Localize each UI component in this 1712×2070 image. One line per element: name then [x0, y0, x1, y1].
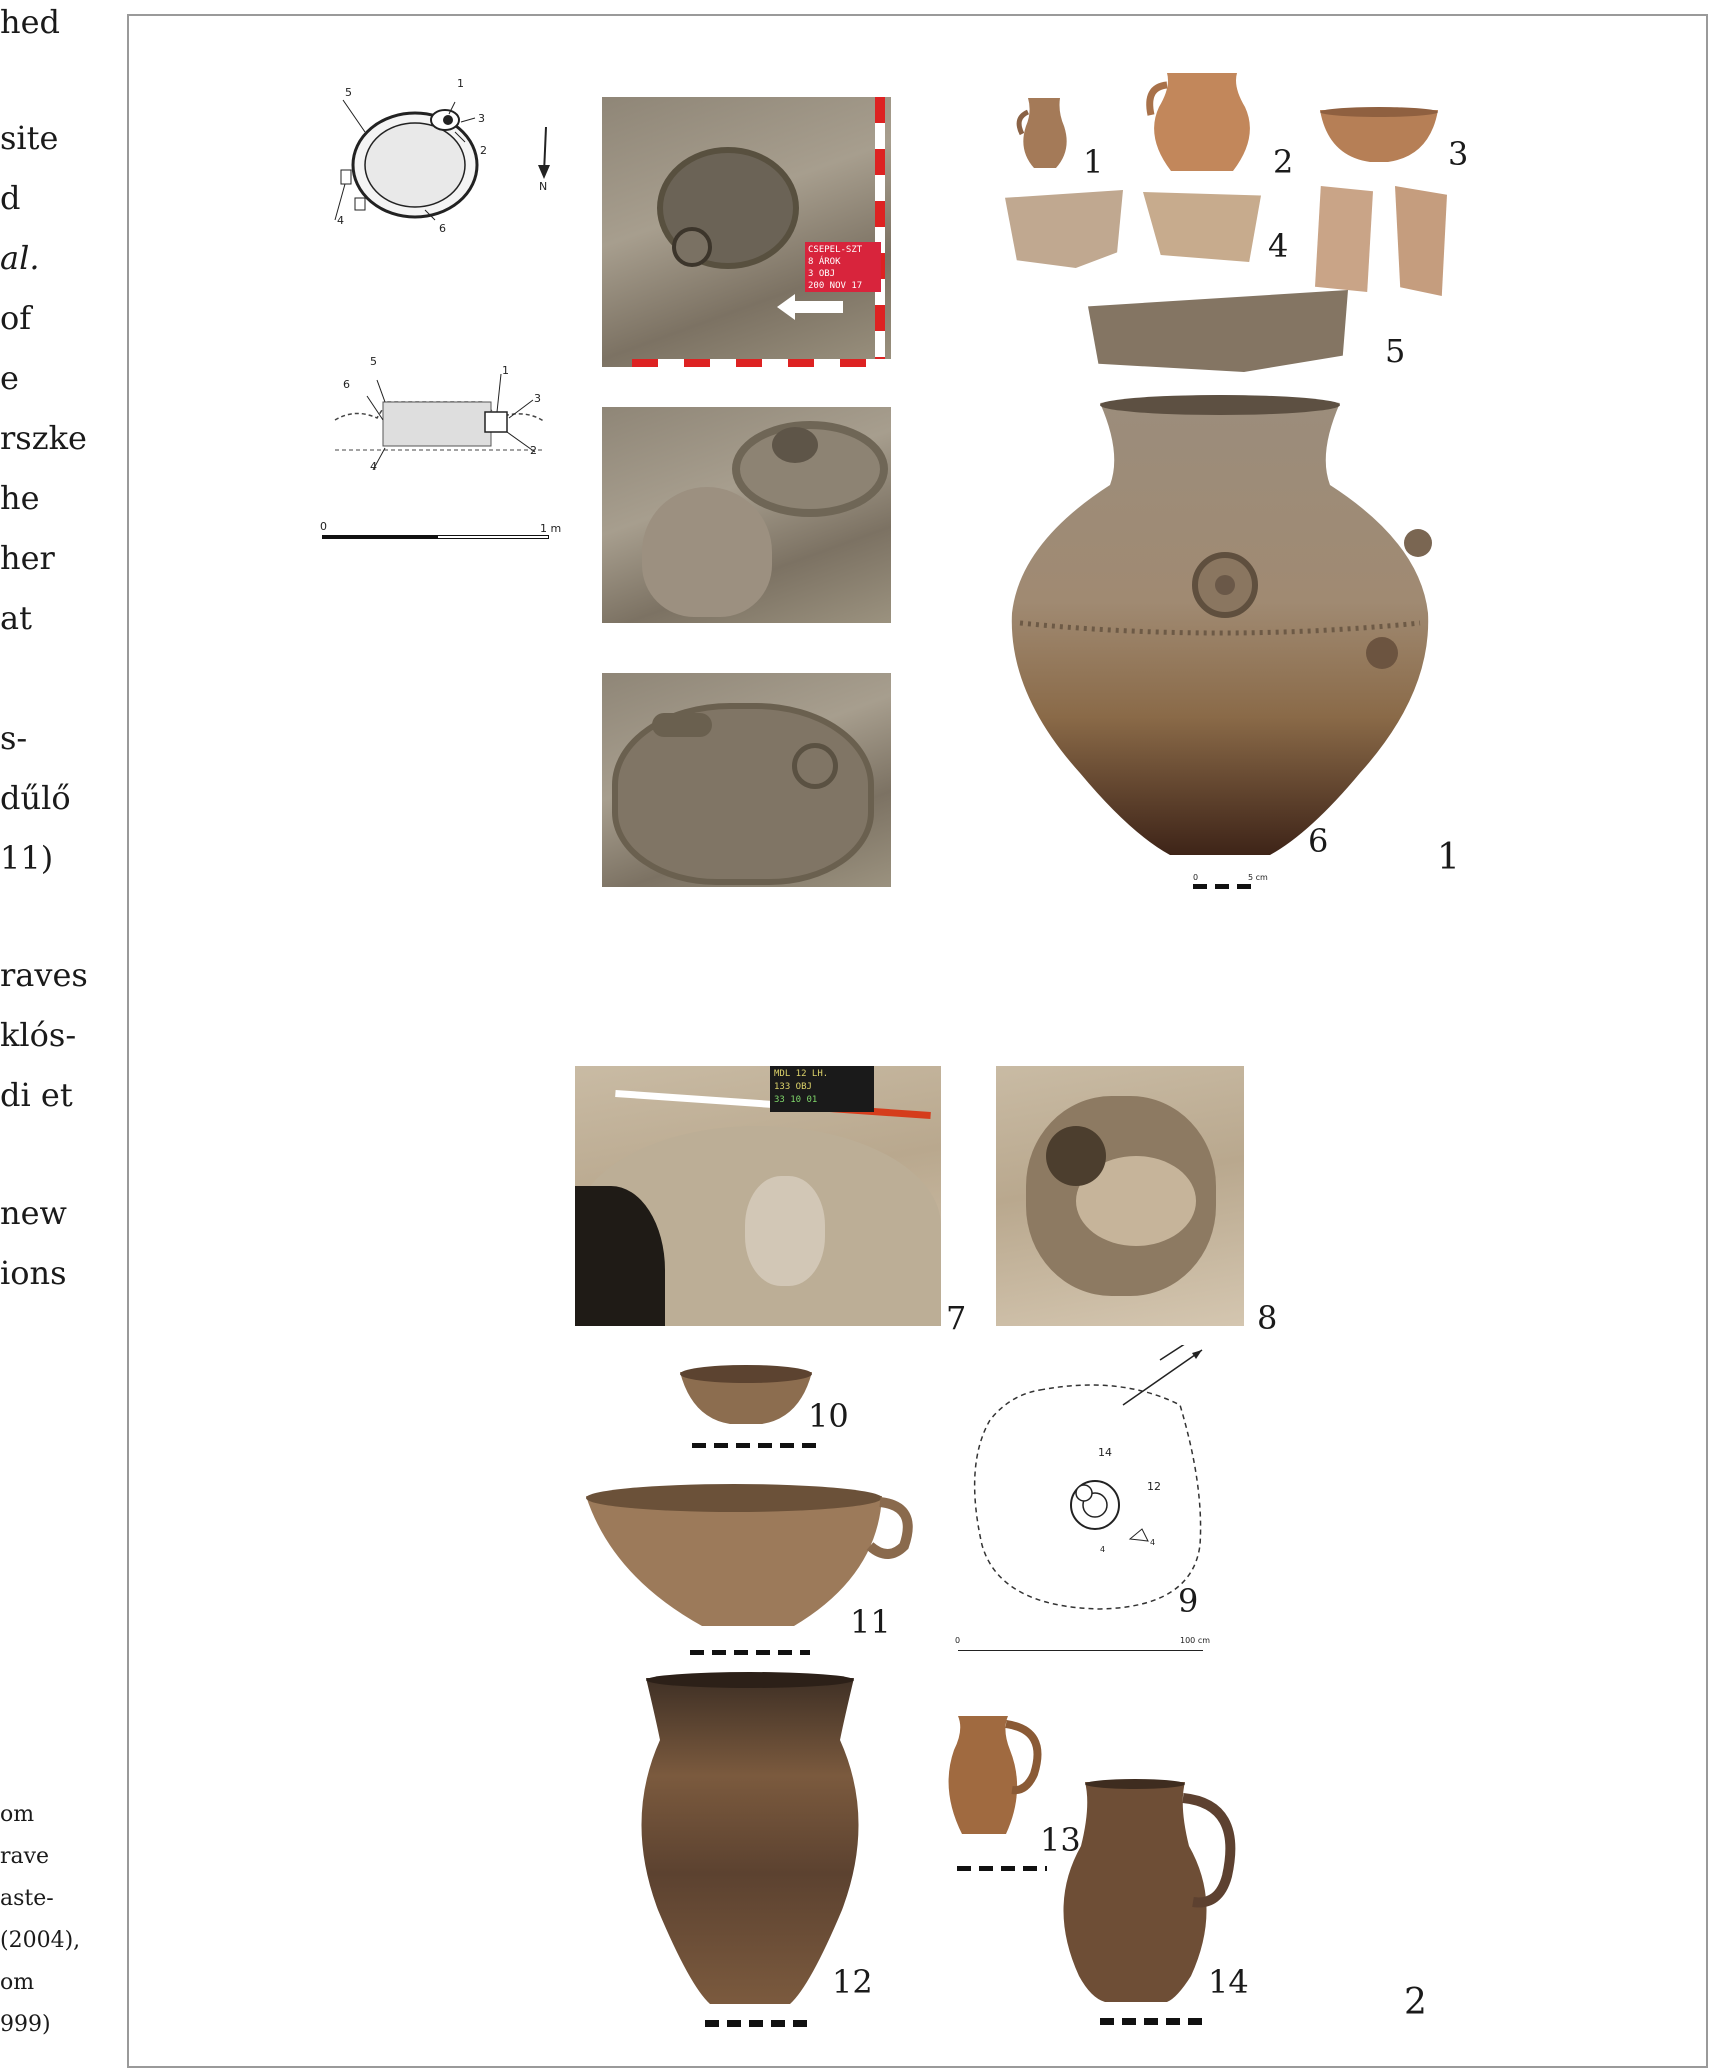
scale-bar — [690, 1650, 810, 1655]
sherd — [1005, 190, 1123, 268]
section-label: 2 — [530, 444, 537, 457]
text-line: dűlő — [0, 779, 71, 817]
panel-label-2: 2 — [1404, 1982, 1427, 2023]
text-line: he — [0, 479, 40, 517]
large-urn — [1000, 393, 1440, 863]
item-number: 11 — [850, 1603, 891, 1641]
text-line: site — [0, 119, 59, 157]
vessel-number: 4 — [1268, 227, 1289, 265]
section-label: 6 — [343, 378, 350, 391]
vessel-13 — [930, 1710, 1050, 1840]
text-line: klós- — [0, 1016, 77, 1054]
text-line: 11) — [0, 839, 54, 877]
vessel-number: 1 — [1083, 143, 1104, 181]
vessel-number: 2 — [1273, 143, 1294, 181]
caption-line: (2004), — [0, 1928, 81, 1953]
plan-label: 4 — [1100, 1545, 1106, 1554]
text-line: of — [0, 299, 32, 337]
text-line: new — [0, 1194, 67, 1232]
scale-bar — [692, 1443, 822, 1448]
text-line: s- — [0, 719, 28, 757]
photo-sign-line: 3 OBJ — [808, 269, 836, 279]
photo-sign-line: 33 10 01 — [774, 1095, 818, 1105]
text-line: her — [0, 539, 55, 577]
item-number: 10 — [808, 1397, 849, 1435]
text-line: rszke — [0, 419, 87, 457]
plan-label: 6 — [439, 222, 446, 235]
vessel-number: 3 — [1448, 135, 1469, 173]
excavation-photo-7 — [575, 1066, 941, 1326]
photo-sign-line: 8 ÁROK — [808, 257, 841, 267]
sherd — [1395, 186, 1447, 296]
section-label: 4 — [370, 460, 377, 473]
item-number: 8 — [1257, 1299, 1278, 1337]
section-label: 3 — [534, 392, 541, 405]
north-label: N — [539, 180, 548, 193]
sherd — [1315, 186, 1373, 292]
text-line: e — [0, 359, 19, 397]
scale-bar — [1193, 884, 1255, 889]
vessel-12 — [640, 1670, 860, 2010]
photo-sign-line: CSEPEL-SZT — [808, 245, 863, 255]
caption-line: om — [0, 1970, 35, 1995]
scale-bar-black — [322, 535, 437, 539]
plan-label: 14 — [1098, 1446, 1112, 1459]
vessel-3 — [1318, 104, 1440, 166]
vessel-2 — [1137, 67, 1267, 177]
caption-line: om — [0, 1802, 35, 1827]
photo-sign-line: 200 NOV 17 — [808, 281, 863, 291]
photo-sign-line: MDL 12 LH. — [774, 1069, 829, 1079]
grave-section-drawing — [325, 360, 555, 470]
excavation-photo-2 — [602, 407, 891, 623]
plan-label: 4 — [1150, 1538, 1156, 1547]
plan-label: 3 — [478, 112, 485, 125]
sherd — [1143, 192, 1261, 262]
section-label: 1 — [502, 364, 509, 377]
photo-sign-line: 133 OBJ — [774, 1082, 812, 1092]
text-line: at — [0, 599, 32, 637]
plan-scale-line — [958, 1650, 1203, 1651]
text-line: hed — [0, 3, 61, 41]
plan-scale-end: 100 cm — [1180, 1636, 1211, 1645]
scale-bar-white — [437, 535, 549, 539]
scale-bar — [957, 1866, 1047, 1871]
plan-scale-start: 0 — [955, 1636, 961, 1645]
excavation-photo-1 — [602, 97, 891, 367]
text-line: d — [0, 179, 21, 217]
vessel-number: 6 — [1308, 822, 1329, 860]
caption-line: 999) — [0, 2012, 51, 2037]
text-line: al. — [0, 239, 40, 277]
vessel-scale-start: 0 — [1193, 873, 1199, 882]
plan-label: 2 — [480, 144, 487, 157]
excavation-photo-8 — [996, 1066, 1244, 1326]
section-label: 5 — [370, 355, 377, 368]
figure-frame — [127, 14, 1708, 2068]
text-line: ions — [0, 1254, 67, 1292]
scale-bar — [1100, 2018, 1210, 2025]
plan-label: 5 — [345, 86, 352, 99]
item-number: 13 — [1040, 1821, 1081, 1859]
scale-end: 1 m — [540, 522, 562, 535]
excavation-photo-3 — [602, 673, 891, 887]
vessel-scale-end: 5 cm — [1248, 873, 1268, 882]
arrow-icon — [777, 292, 847, 322]
vessel-number: 5 — [1385, 332, 1406, 370]
text-line: raves — [0, 956, 88, 994]
item-number: 14 — [1208, 1963, 1249, 2001]
scale-bar — [705, 2020, 810, 2027]
vessel-1 — [1010, 92, 1082, 172]
item-number: 9 — [1178, 1582, 1199, 1620]
text-line: di et — [0, 1076, 73, 1114]
plan-label: 12 — [1147, 1480, 1161, 1493]
vessel-10 — [676, 1358, 816, 1430]
caption-line: rave — [0, 1844, 50, 1869]
plan-label: 4 — [337, 214, 344, 227]
scale-start: 0 — [320, 520, 327, 533]
item-number: 7 — [946, 1299, 967, 1337]
item-number: 12 — [832, 1963, 873, 2001]
plan-label: 1 — [457, 77, 464, 90]
panel-label-1: 1 — [1437, 837, 1460, 878]
caption-line: aste- — [0, 1886, 54, 1911]
